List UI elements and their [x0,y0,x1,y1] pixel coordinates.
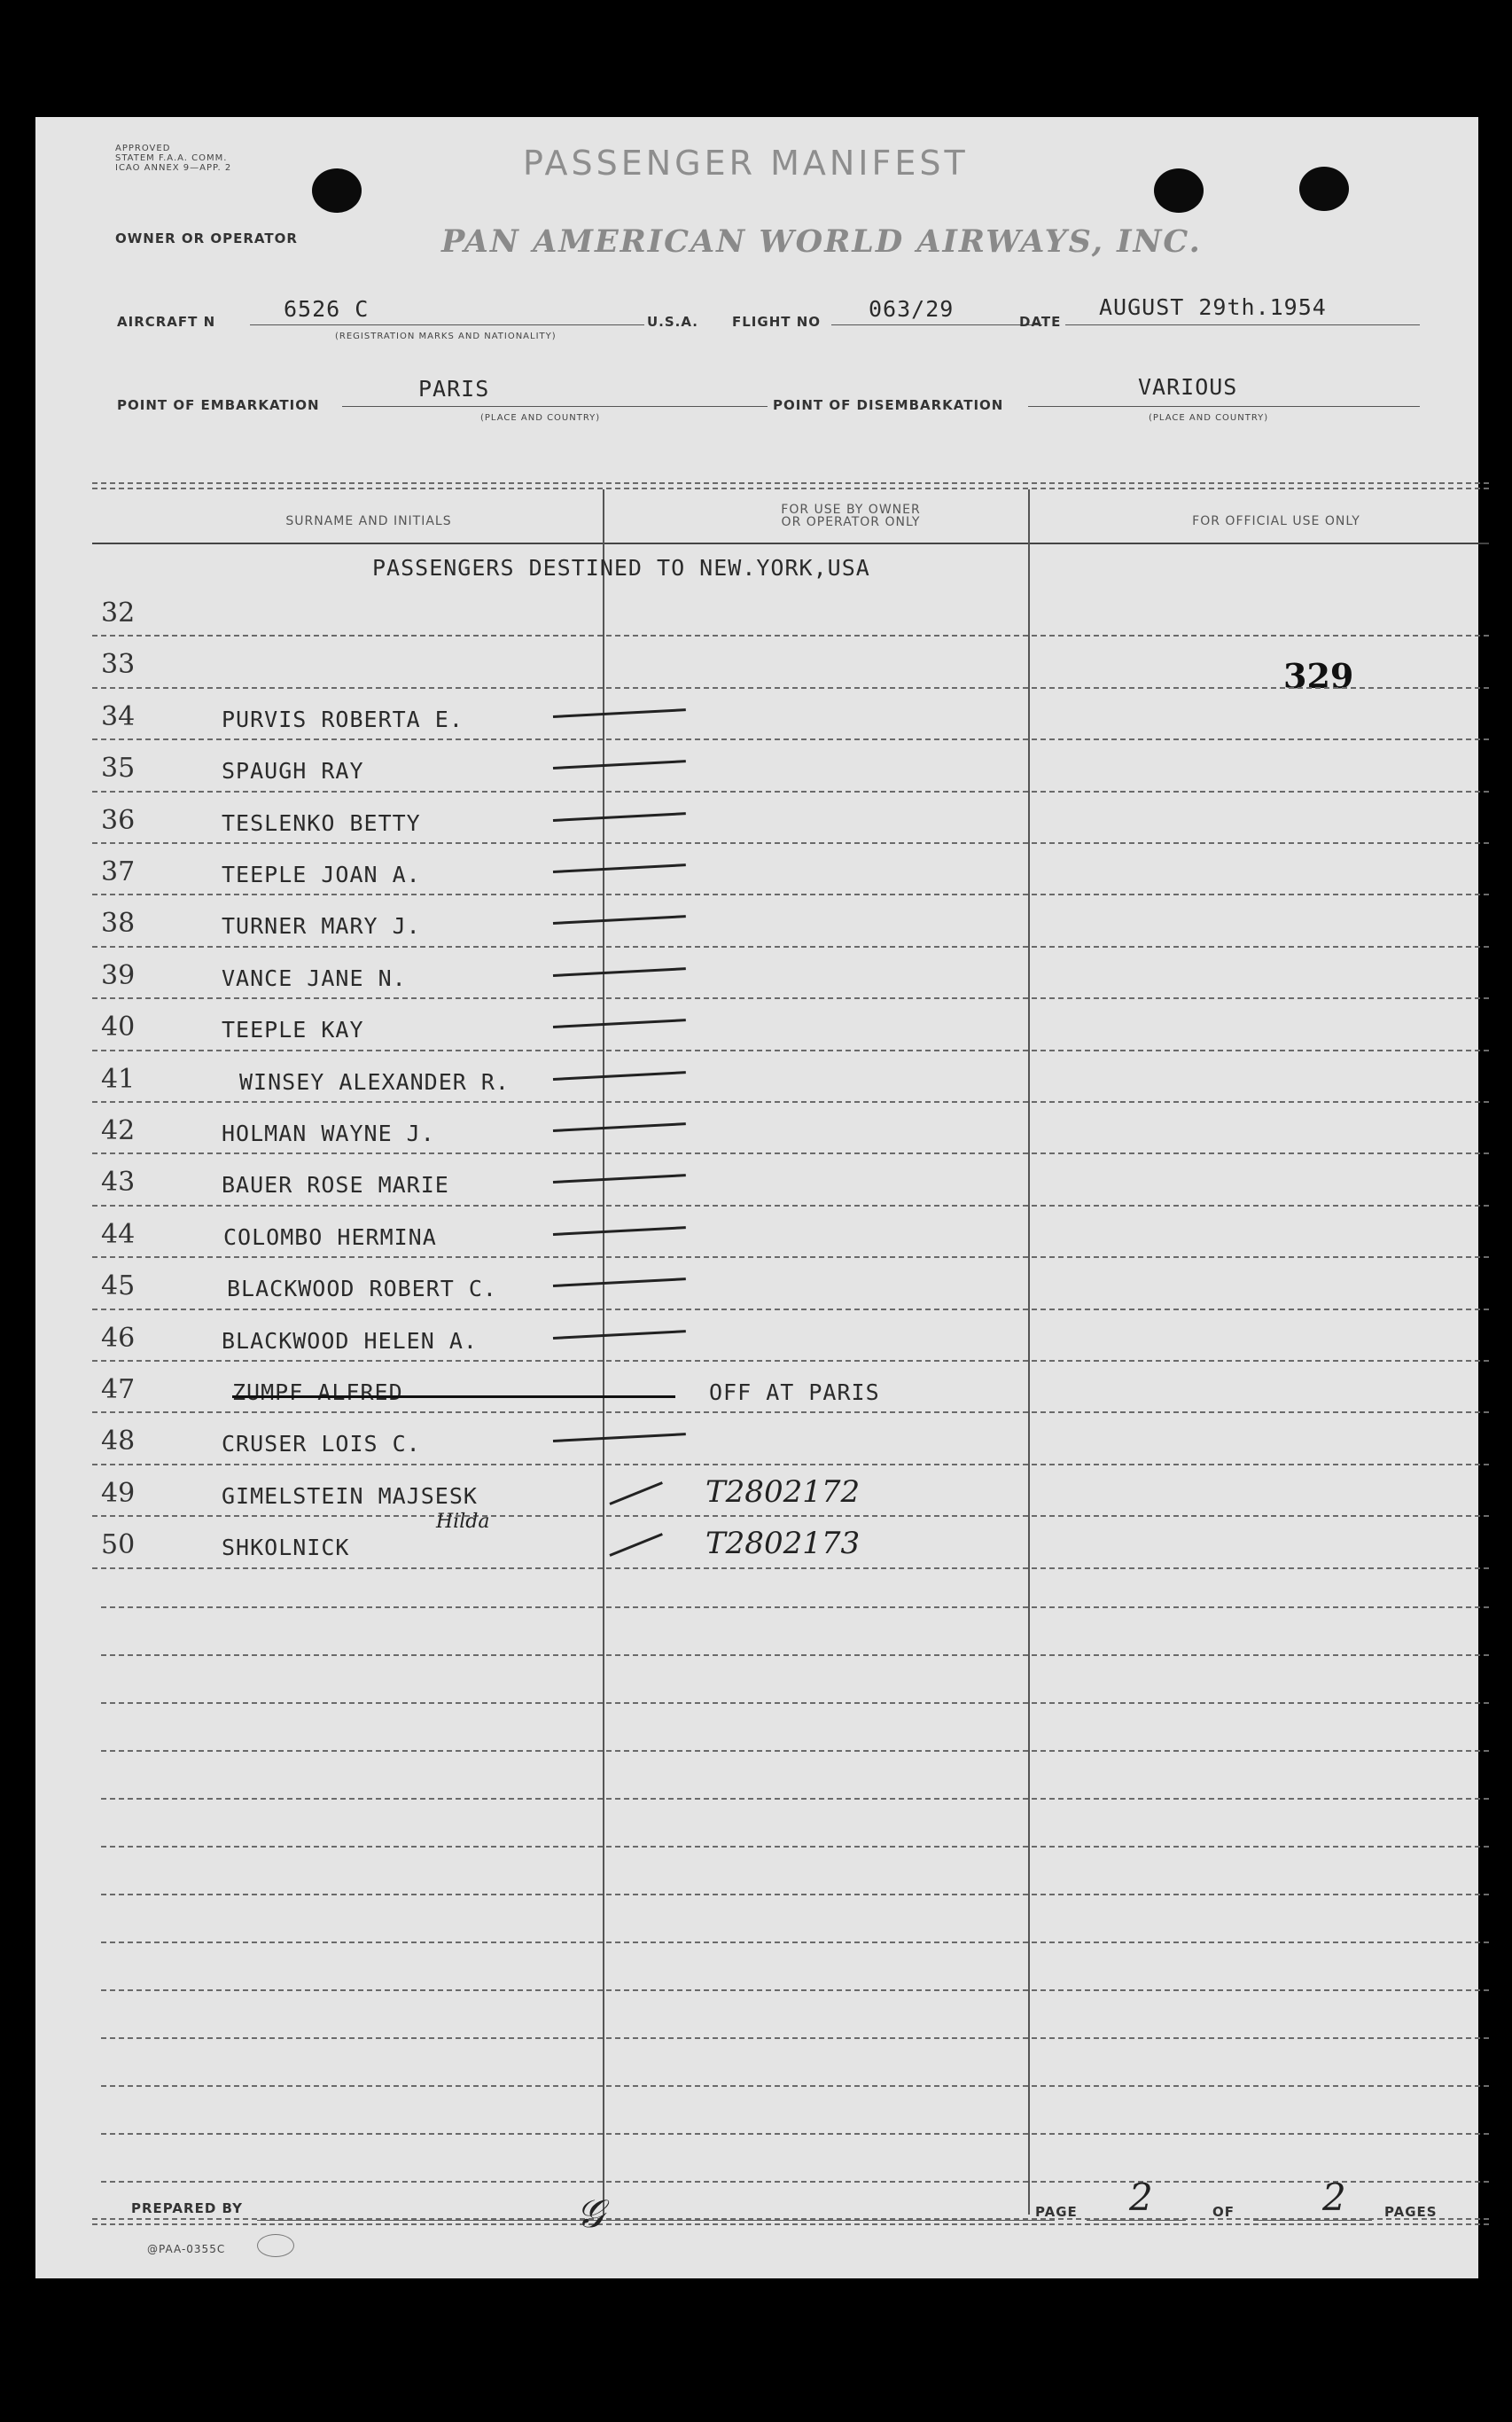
passenger-name: BAUER ROSE MARIE [222,1172,449,1199]
punch-hole [312,168,362,213]
flight-label: FLIGHT NO [732,314,822,330]
row-rule [92,1152,1489,1154]
check-tick [609,1533,662,1557]
passenger-name: SPAUGH RAY [222,758,364,785]
strike-through [232,1395,675,1398]
blank-row-rule [101,2181,1489,2183]
passenger-name: WINSEY ALEXANDER R. [239,1068,510,1095]
place-note: (PLACE AND COUNTRY) [480,413,601,423]
row-number: 50 [101,1529,136,1561]
owner-label: OWNER OR OPERATOR [115,230,298,246]
row-rule [92,791,1489,793]
row-rule [92,687,1489,689]
prepared-by-underline [257,2220,1055,2221]
row-rule [92,1360,1489,1362]
passenger-name: HOLMAN WAYNE J. [222,1121,435,1146]
place-note: (PLACE AND COUNTRY) [1149,413,1269,423]
aircraft-value: 6526 C [284,296,370,322]
usa-label: U.S.A. [647,314,698,330]
row-number: 32 [101,598,136,629]
row-number: 42 [101,1115,136,1146]
blank-row-rule [101,2133,1489,2135]
row-rule [92,1464,1489,1465]
disembark-label: POINT OF DISEMBARKATION [773,397,1004,413]
row-rule [92,1256,1489,1258]
passenger-name: TESLENKO BETTY [222,809,421,836]
page-label: PAGE [1035,2204,1078,2220]
column-divider [603,489,604,2215]
row-number: 48 [101,1426,136,1457]
flight-value: 063/29 [869,296,955,322]
printer-stamp [257,2234,294,2257]
check-dash [553,1330,686,1340]
blank-row-rule [101,1606,1489,1608]
passenger-name: TEEPLE KAY [222,1017,364,1043]
check-dash [553,863,686,873]
row-number: 35 [101,753,136,785]
check-dash [553,1226,686,1236]
embark-value: PARIS [418,376,490,402]
check-dash [553,1122,686,1132]
blank-row-rule [101,1942,1489,1943]
manifest-sheet [35,117,1478,2278]
row-number: 38 [101,908,136,940]
row-number: 36 [101,804,136,836]
punch-hole [1154,168,1204,213]
blank-row-rule [101,1989,1489,1991]
embark-underline [342,406,768,407]
airline-name: PAN AMERICAN WORLD AIRWAYS, INC. [441,223,1202,260]
row-number: 41 [101,1063,136,1095]
row-rule [92,1567,1489,1569]
table-top-rule [92,488,1489,489]
passenger-name: ZUMPF ALFRED [232,1379,403,1405]
row-note: OFF AT PARIS [709,1379,880,1405]
blank-row-rule [101,1894,1489,1895]
check-dash [553,916,686,926]
blank-row-rule [101,1702,1489,1704]
embark-label: POINT OF EMBARKATION [117,397,320,413]
row-rule [92,738,1489,740]
blank-row-rule [101,2085,1489,2087]
row-rule [92,842,1489,844]
check-dash [553,1434,686,1443]
check-tick [609,1481,662,1505]
passenger-name: COLOMBO HERMINA [223,1223,437,1250]
row-number: 34 [101,700,136,732]
row-number: 43 [101,1167,136,1199]
column-header-surname: SURNAME AND INITIALS [285,514,452,528]
row-rule [92,894,1489,895]
form-code: @PAA-0355C [147,2243,226,2255]
of-label: OF [1212,2204,1235,2220]
prepared-by-label: PREPARED BY [131,2200,243,2216]
row-number: 46 [101,1322,136,1354]
passenger-name: PURVIS ROBERTA E. [222,706,464,732]
check-dash [553,967,686,977]
check-dash [553,1019,686,1028]
row-number: 40 [101,1012,136,1043]
official-number: 329 [1283,656,1354,696]
row-number: 45 [101,1270,136,1302]
row-rule [92,1050,1489,1051]
date-underline [1065,324,1420,325]
aircraft-label: AIRCRAFT N [117,314,216,330]
check-dash [553,1175,686,1184]
name-correction: Hilda [436,1511,490,1533]
passenger-name: CRUSER LOIS C. [222,1431,421,1457]
row-rule [92,946,1489,948]
column-header-owner: FOR USE BY OWNER OR OPERATOR ONLY [781,503,921,529]
row-rule [92,635,1489,637]
check-dash [553,1071,686,1081]
row-number: 37 [101,856,136,887]
of-value: 2 [1322,2176,1346,2219]
punch-hole [1299,167,1349,211]
table-bottom-rule [92,2223,1489,2225]
section-heading: PASSENGERS DESTINED TO NEW.YORK,USA [372,555,870,581]
row-rule [92,1411,1489,1413]
row-number: 47 [101,1374,136,1405]
blank-row-rule [101,2037,1489,2039]
row-number: 39 [101,959,136,991]
row-number: 33 [101,649,136,681]
page-title: PASSENGER MANIFEST [523,144,969,183]
date-value: AUGUST 29th.1954 [1099,294,1327,320]
registration-note: (REGISTRATION MARKS AND NATIONALITY) [335,332,557,341]
ticket-number: T2802172 [705,1473,861,1510]
table-header-rule [92,543,1489,544]
passenger-name: TEEPLE JOAN A. [222,862,421,887]
column-header-official: FOR OFFICIAL USE ONLY [1192,514,1360,528]
check-dash [553,708,686,718]
column-divider [1028,489,1030,2215]
table-top-rule [92,482,1489,484]
passenger-name: TURNER MARY J. [222,913,421,940]
row-number: 49 [101,1477,136,1509]
passenger-name: GIMELSTEIN MAJSESK [222,1482,478,1509]
flight-underline [831,324,1042,325]
of-underline [1253,2220,1372,2221]
blank-row-rule [101,1798,1489,1800]
pages-label: PAGES [1384,2204,1438,2220]
passenger-name: SHKOLNICK [222,1535,350,1561]
blank-row-rule [101,1750,1489,1752]
passenger-name: BLACKWOOD HELEN A. [222,1327,478,1354]
row-rule [92,1309,1489,1310]
row-rule [92,1515,1489,1517]
page-underline [1087,2220,1186,2221]
date-label: DATE [1019,314,1062,330]
row-rule [92,1101,1489,1103]
page-value: 2 [1129,2176,1153,2219]
passenger-name: VANCE JANE N. [222,965,407,991]
check-dash [553,812,686,822]
passenger-name: BLACKWOOD ROBERT C. [227,1276,497,1302]
check-dash [553,1277,686,1287]
row-rule [92,997,1489,999]
signature: 𝒢 [576,2192,604,2237]
disembark-value: VARIOUS [1138,374,1238,400]
row-rule [92,1205,1489,1207]
blank-row-rule [101,1846,1489,1848]
disembark-underline [1028,406,1420,407]
check-dash [553,760,686,770]
blank-row-rule [101,1654,1489,1656]
ticket-number: T2802173 [705,1526,861,1562]
row-number: 44 [101,1218,136,1250]
aircraft-underline [250,324,644,325]
approval-note: APPROVED STATEM F.A.A. COMM. ICAO ANNEX 9—APP. 2 [115,144,232,173]
